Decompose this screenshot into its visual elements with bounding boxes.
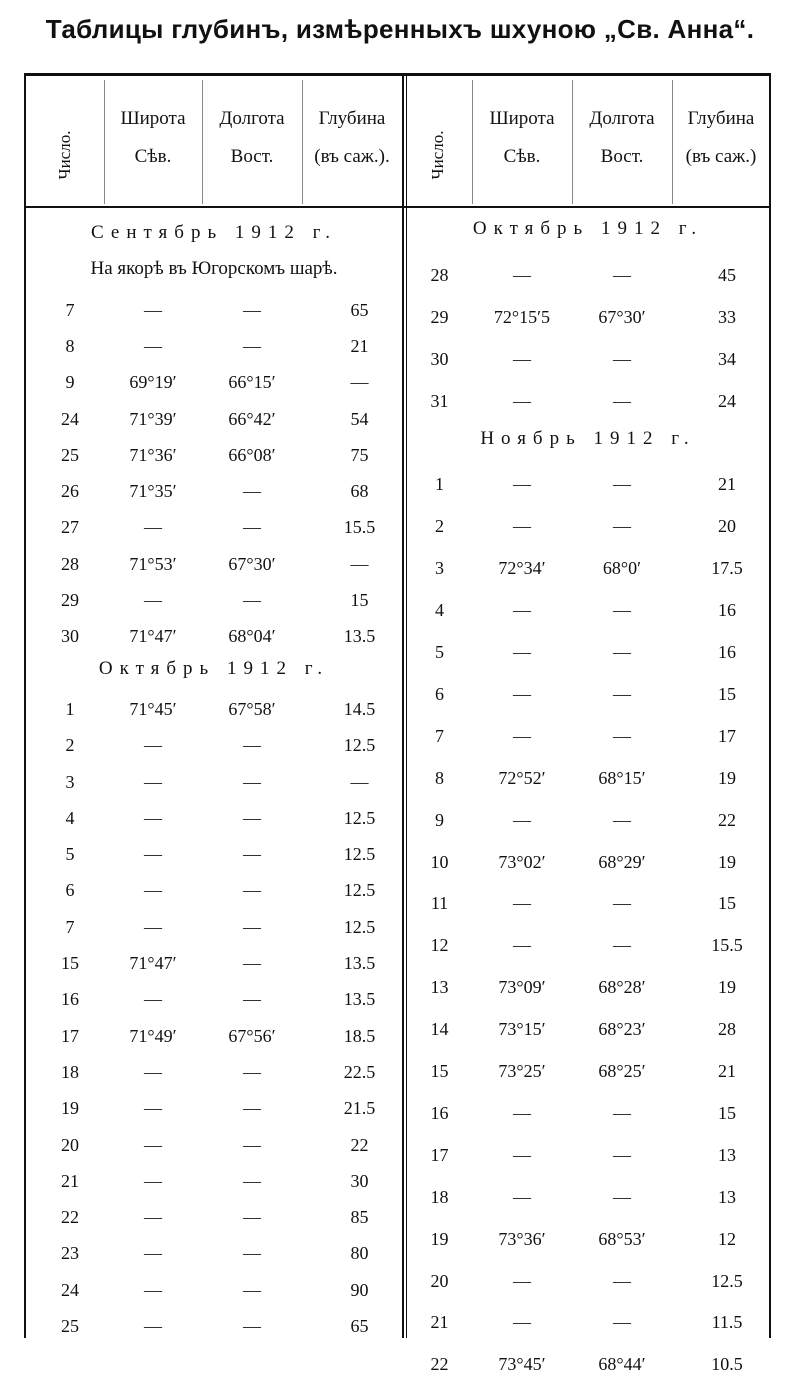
cell-depth: 34 [718,348,736,369]
cell-lon: 68°53′ [598,1228,646,1249]
month-heading: Октябрь 1912 г. [472,218,704,239]
cell-lon: — [243,1207,261,1228]
cell-lon: — [613,474,631,495]
cell-lon: — [613,1186,631,1207]
cell-lat: — [513,390,531,411]
cell-depth: 65 [350,299,369,320]
cell-lat: — [513,516,531,537]
cell-depth: 65 [350,1316,369,1336]
cell-lat: 73°45′ [498,1354,546,1375]
cell-lon: — [613,516,631,537]
cell-lon: 68°23′ [598,1019,646,1040]
cell-lon: — [243,844,261,865]
cell-depth: 14.5 [343,698,376,719]
cell-lat: — [513,1270,531,1291]
cell-lat: 71°36′ [129,444,177,465]
cell-day: 2 [435,516,444,537]
cell-lat: 73°36′ [498,1228,546,1249]
cell-lon: — [243,807,261,828]
cell-lat: — [144,335,162,356]
cell-lon: — [243,1316,261,1336]
header-lat-left [104,100,202,176]
cell-lat: 71°47′ [129,626,177,647]
cell-day: 8 [435,767,444,788]
header-lat-line2: Сѣв. [134,146,172,167]
header-lat-line2: Сѣв. [503,146,541,167]
cell-lon: — [613,725,631,746]
cell-depth: 17 [718,725,736,746]
cell-lon: 66°42′ [228,408,276,429]
cell-lon: — [243,1279,261,1300]
cell-day: 7 [65,299,75,320]
cell-depth: 19 [718,977,736,998]
header-depth-left [302,100,402,176]
cell-depth: 54 [350,408,369,429]
cell-lat: — [144,1207,162,1228]
cell-depth: 21 [718,474,736,495]
cell-lat: — [513,1144,531,1165]
cell-lat: 71°47′ [129,953,177,973]
cell-depth: 21 [350,335,369,356]
cell-depth: 12.5 [711,1270,743,1291]
cell-lat: — [144,1170,162,1191]
cell-lon: 66°15′ [228,372,276,393]
cell-day: 29 [61,590,79,610]
cell-day: 6 [435,683,444,704]
cell-depth: 15 [718,683,736,704]
cell-day: 22 [430,1354,449,1375]
cell-depth: — [350,372,369,393]
cell-lon: — [613,348,631,369]
cell-day: 3 [435,558,444,579]
cell-day: 19 [430,1228,449,1249]
cell-day: 3 [65,771,75,792]
cell-depth: 12.5 [343,916,376,937]
cell-day: 4 [435,600,444,621]
cell-lon: — [243,590,261,610]
cell-lon: — [243,1098,261,1119]
cell-depth: 20 [718,516,736,537]
header-depth-line2: (въ саж.). [314,146,390,167]
cell-lon: — [243,989,261,1010]
cell-lon: — [613,893,631,914]
cell-lat: 71°35′ [129,481,177,502]
cell-lat: — [144,1316,162,1336]
cell-lat: 73°02′ [498,851,546,872]
cell-lon: — [613,390,631,411]
cell-lat: — [513,474,531,495]
cell-lat: — [144,1098,162,1119]
cell-lon: — [613,642,631,662]
cell-depth: 80 [350,1243,369,1264]
cell-lat: — [513,893,531,914]
cell-lon: — [243,1061,261,1082]
cell-lon: 68°04′ [228,626,276,647]
header-day-left: Число. [55,130,74,180]
cell-day: 30 [430,348,449,369]
cell-depth: 16 [718,600,736,621]
cell-day: 21 [61,1170,79,1191]
cell-day: 13 [430,977,449,998]
cell-lat: — [513,642,531,662]
cell-depth: 28 [718,1019,736,1040]
cell-day: 24 [61,408,79,429]
cell-depth: 16 [718,642,736,662]
cell-depth: 21 [718,1061,736,1081]
cell-day: 15 [430,1061,449,1081]
header-lon-line2: Вост. [230,146,274,167]
cell-lat: — [513,1102,531,1123]
cell-lat: 72°52′ [498,767,546,788]
cell-lat: — [513,725,531,746]
header-lat-line1: Широта [489,108,555,129]
cell-depth: 13 [718,1144,736,1165]
cell-depth: 13.5 [343,626,376,647]
cell-day: 1 [435,474,444,495]
cell-day: 17 [61,1025,79,1046]
cell-day: 16 [61,989,79,1010]
cell-depth: 12.5 [343,807,376,828]
cell-lon: 68°25′ [598,1061,646,1081]
cell-lat: — [144,590,162,610]
anchor-note: На якорѣ въ Югорскомъ шарѣ. [90,258,338,280]
cell-lat: 69°19′ [129,372,177,393]
cell-day: 12 [430,935,449,956]
cell-depth: 22 [718,809,736,830]
cell-day: 31 [430,390,449,411]
header-lon-right [572,100,672,176]
cell-depth: — [350,771,369,792]
cell-lon: — [243,916,261,937]
cell-lon: — [613,1312,631,1333]
cell-lat: — [144,1279,162,1300]
cell-day: 15 [61,953,79,973]
cell-lat: — [144,989,162,1010]
cell-lat: — [513,348,531,369]
cell-day: 24 [61,1279,79,1300]
header-depth-right [672,100,770,176]
cell-lon: — [243,953,261,973]
cell-lat: 72°15′5 [493,306,551,327]
cell-lon: — [243,771,261,792]
cell-depth: 12.5 [343,880,376,901]
cell-depth: 19 [718,767,736,788]
cell-lon: — [613,600,631,621]
cell-day: 2 [65,735,75,756]
cell-depth: 19 [718,851,736,872]
header-lon-line2: Вост. [600,146,644,167]
cell-lon: 68°44′ [598,1354,646,1375]
cell-depth: 30 [350,1170,369,1191]
cell-lon: — [613,1102,631,1123]
cell-day: 30 [61,626,79,647]
cell-lat: — [144,916,162,937]
cell-depth: 11.5 [711,1312,743,1333]
cell-lat: 73°09′ [498,977,546,998]
cell-lon: — [613,1270,631,1291]
header-lon-line1: Долгота [589,108,655,129]
header-lat-right [472,100,572,176]
cell-day: 27 [61,517,79,538]
header-lon-line1: Долгота [219,108,285,129]
cell-lon: — [243,1243,261,1264]
month-heading: Сентябрь 1912 г. [90,222,338,243]
cell-depth: 22 [350,1134,369,1155]
cell-depth: 15.5 [711,935,743,956]
cell-depth: 21.5 [343,1098,376,1119]
cell-day: 18 [61,1061,79,1082]
header-lat-line1: Широта [120,108,186,129]
cell-lon: 68°29′ [598,851,646,872]
cell-lon: — [243,1170,261,1191]
cell-lat: 71°45′ [129,698,177,719]
header-depth-line1: Глубина [318,108,386,129]
cell-lat: 71°39′ [129,408,177,429]
cell-day: 8 [65,335,75,356]
cell-lon: — [613,1144,631,1165]
cell-day: 28 [430,264,449,285]
cell-lat: — [144,1134,162,1155]
cell-lat: — [144,807,162,828]
cell-day: 5 [65,844,75,865]
cell-day: 20 [61,1134,79,1155]
cell-depth: 13 [718,1186,736,1207]
cell-day: 14 [430,1019,449,1040]
cell-lat: — [144,844,162,865]
cell-day: 23 [61,1243,79,1264]
cell-depth: 75 [350,444,369,465]
cell-depth: 24 [718,390,736,411]
cell-lat: — [144,1061,162,1082]
cell-day: 25 [61,444,79,465]
cell-depth: 15 [718,1102,736,1123]
cell-lat: — [144,735,162,756]
cell-day: 7 [65,916,75,937]
cell-lon: 67°30′ [228,553,276,574]
cell-lon: — [243,880,261,901]
cell-lat: 73°25′ [498,1061,546,1081]
cell-depth: — [350,553,369,574]
cell-lat: — [513,1312,531,1333]
cell-depth: 15 [350,590,369,610]
cell-lon: 68°28′ [598,977,646,998]
cell-day: 9 [435,809,444,830]
cell-day: 6 [65,880,75,901]
cell-day: 18 [430,1186,449,1207]
cell-lat: — [144,1243,162,1264]
cell-depth: 13.5 [343,989,376,1010]
cell-depth: 10.5 [711,1354,743,1375]
month-heading: Октябрь 1912 г. [98,657,330,679]
cell-lat: — [144,880,162,901]
cell-lat: — [513,1186,531,1207]
cell-lon: 68°0′ [602,558,642,579]
cell-lon: — [243,1134,261,1155]
cell-depth: 90 [350,1279,369,1300]
cell-lon: 68°15′ [598,767,646,788]
cell-lon: — [243,517,261,538]
cell-lat: 72°34′ [498,558,546,579]
page-title: Таблицы глубинъ, измѣренныхъ шхуною „Св. Анна“. [45,14,755,44]
cell-day: 21 [430,1312,449,1333]
cell-day: 22 [61,1207,79,1228]
cell-lon: 67°30′ [598,306,646,327]
cell-day: 7 [435,725,444,746]
table-top-rule [24,73,771,76]
cell-day: 17 [430,1144,449,1165]
cell-lon: 66°08′ [228,444,276,465]
header-lon-left [202,100,302,176]
cell-depth: 15.5 [343,517,376,538]
cell-day: 4 [65,807,75,828]
cell-lon: — [613,683,631,704]
cell-depth: 18.5 [343,1025,376,1046]
cell-lon: — [243,481,261,502]
cell-lat: — [144,517,162,538]
header-bottom-rule [24,206,771,208]
cell-lat: — [513,600,531,621]
cell-day: 29 [430,306,449,327]
header-depth-line2: (въ саж.) [685,146,757,167]
cell-depth: 15 [718,893,736,914]
cell-depth: 68 [350,481,369,502]
cell-day: 10 [430,851,449,872]
cell-day: 26 [61,481,79,502]
cell-day: 19 [61,1098,79,1119]
cell-day: 25 [61,1316,79,1336]
cell-lat: — [513,935,531,956]
cell-lon: — [613,809,631,830]
cell-day: 11 [430,893,449,914]
cell-day: 20 [430,1270,449,1291]
cell-depth: 12.5 [343,735,376,756]
cell-depth: 45 [718,264,736,285]
cell-depth: 85 [350,1207,369,1228]
cell-lon: — [243,299,261,320]
cell-depth: 13.5 [343,953,376,973]
cell-day: 1 [65,698,75,719]
cell-day: 5 [435,642,444,662]
cell-lat: — [513,683,531,704]
cell-depth: 17.5 [711,558,743,579]
cell-lon: 67°58′ [228,698,276,719]
cell-lon: — [613,264,631,285]
cell-lat: — [513,264,531,285]
cell-lat: — [144,299,162,320]
cell-lon: 67°56′ [228,1025,276,1046]
cell-depth: 33 [718,306,736,327]
header-day-right: Число. [428,130,447,180]
cell-depth: 22.5 [343,1061,376,1082]
header-depth-line1: Глубина [687,108,755,129]
cell-lat: 71°53′ [129,553,177,574]
cell-depth: 12.5 [343,844,376,865]
cell-day: 28 [61,553,79,574]
cell-day: 9 [65,372,75,393]
cell-depth: 12 [718,1228,736,1249]
cell-day: 16 [430,1102,449,1123]
month-heading: Ноябрь 1912 г. [480,427,696,449]
cell-lat: 73°15′ [498,1019,546,1040]
cell-lon: — [613,935,631,956]
cell-lon: — [243,735,261,756]
cell-lat: 71°49′ [129,1025,177,1046]
cell-lon: — [243,335,261,356]
cell-lat: — [144,771,162,792]
cell-lat: — [513,809,531,830]
